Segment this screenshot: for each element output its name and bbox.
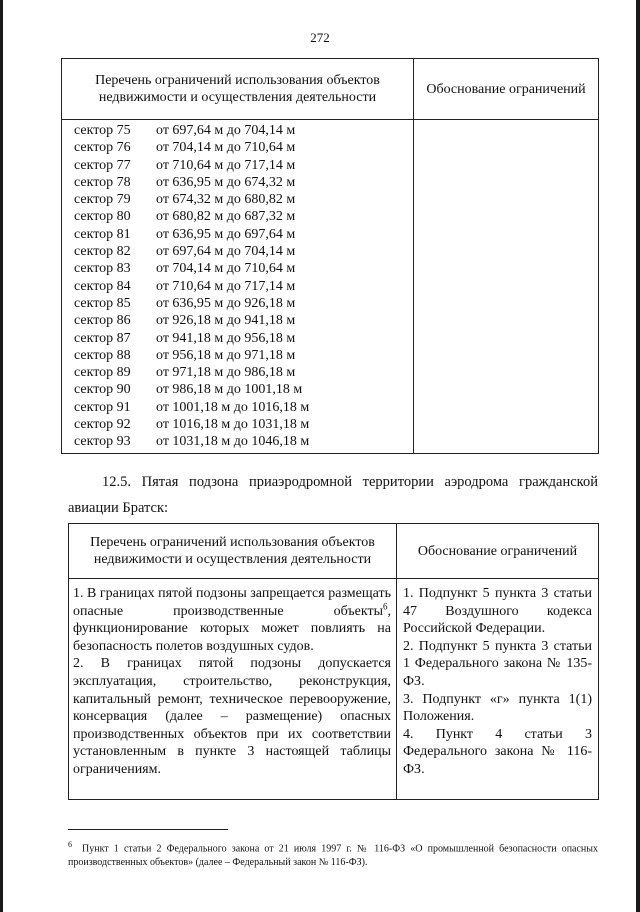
sector-name: сектор 78 [74, 174, 131, 190]
sector-name: сектор 77 [74, 157, 131, 173]
sector-range: от 986,18 м до 1001,18 м [156, 382, 303, 398]
sector-name: сектор 75 [74, 123, 131, 138]
sector-range: от 1016,18 м до 1031,18 м [156, 417, 310, 433]
table-row [74, 157, 413, 174]
footnote-text: Пункт 1 статьи 2 Федерального закона от 21 июля 1997 г. № 116-ФЗ «О промышленной безопасности опасных производственных объектов» (далее – Федеральный закон № 116-ФЗ). [68, 843, 598, 869]
sector-name: сектор 76 [74, 140, 131, 156]
table-header-row [62, 59, 599, 120]
sector-name: сектор 87 [74, 330, 131, 346]
section-heading-line1: 12.5. Пятая подзона приаэродромной территории аэродрома гражданской [102, 474, 598, 490]
sector-range: от 636,95 м до 697,64 м [156, 226, 296, 242]
table-row [74, 243, 413, 260]
sector-name: сектор 91 [74, 399, 131, 415]
table-row [74, 364, 413, 381]
sector-name: сектор 89 [74, 365, 131, 381]
footnote-marker: 6 [68, 840, 72, 849]
sector-name: сектор 92 [74, 417, 131, 433]
justification-item-4: 4. Пункт 4 статьи 3 Федерального закона № 116-ФЗ. [403, 726, 592, 777]
sector-name: сектор 80 [74, 209, 131, 225]
sector-name: сектор 81 [74, 226, 131, 242]
table-header-restrictions: Перечень ограничений использования объектов недвижимости и осуществления деятельности [69, 524, 397, 579]
sector-range: от 674,32 м до 680,82 м [156, 192, 296, 208]
scan-edge-right [636, 0, 640, 912]
sector-range: от 941,18 м до 956,18 м [156, 330, 296, 346]
table-row [74, 260, 413, 277]
justification-item-3: 3. Подпункт «г» пункта 1(1) Положения. [403, 691, 592, 725]
justification-item-2: 2. Подпункт 5 пункта 3 статьи 1 Федерального закона № 135-ФЗ. [403, 638, 592, 689]
table-row [74, 226, 413, 243]
section-heading-line2: авиации Братск: [68, 500, 169, 516]
footnote [68, 838, 598, 870]
sector-range: от 710,64 м до 717,14 м [156, 157, 296, 173]
sector-range: от 956,18 м до 971,18 м [156, 347, 296, 363]
restriction-item-2: 2. В границах пятой подзоны допускается эксплуатация, строительство, реконструкция, капитальный ремонт, техническое перевооружение, консервация (далее – размещение) опасных производственных объектов при их соответствии установленным в пункте 3 настоящей таблицы ограничениям. [73, 656, 391, 777]
sector-range: от 1031,18 м до 1046,18 м [156, 434, 310, 450]
table-row [74, 208, 413, 225]
sector-name: сектор 93 [74, 434, 131, 450]
justification-cell-empty [414, 120, 599, 454]
table-header-row [69, 524, 599, 579]
table-header-justification: Обоснование ограничений [414, 59, 599, 120]
sector-name: сектор 84 [74, 278, 131, 294]
justification-item-1: 1. Подпункт 5 пункта 3 статьи 47 Воздушного кодекса Российской Федерации. [403, 586, 592, 637]
table-row [74, 399, 413, 416]
table-row [74, 295, 413, 312]
table-row [69, 579, 599, 800]
sector-range: от 636,95 м до 674,32 м [156, 174, 296, 190]
table-row [74, 191, 413, 208]
sector-range: от 971,18 м до 986,18 м [156, 365, 296, 381]
table-row [74, 416, 413, 433]
footnote-divider [68, 829, 228, 830]
table-header-justification: Обоснование ограничений [397, 524, 599, 579]
footnote-ref[interactable]: 6 [383, 600, 388, 611]
sector-name: сектор 88 [74, 347, 131, 363]
table-row [74, 433, 413, 450]
sector-range: от 926,18 м до 941,18 м [156, 313, 296, 329]
restrictions-cell [69, 579, 397, 800]
sector-list [62, 120, 414, 454]
table-row [74, 139, 413, 156]
sector-range: от 710,64 м до 717,14 м [156, 278, 296, 294]
table-row [74, 347, 413, 364]
table-row [62, 120, 599, 454]
justification-cell [397, 579, 599, 800]
table-header-restrictions: Перечень ограничений использования объектов недвижимости и осуществления деятельности [62, 59, 414, 120]
sector-name: сектор 90 [74, 382, 131, 398]
table-row [74, 312, 413, 329]
table-row [74, 278, 413, 295]
sector-name: сектор 83 [74, 261, 131, 277]
restrictions-table-continued [61, 58, 599, 454]
sector-range: от 697,64 м до 704,14 м [156, 244, 296, 260]
sector-name: сектор 79 [74, 192, 131, 208]
sector-range: от 704,14 м до 710,64 м [156, 140, 296, 156]
scan-edge-left [0, 0, 3, 912]
table-row [74, 174, 413, 191]
table-row [74, 122, 413, 139]
sector-name: сектор 86 [74, 313, 131, 329]
sector-range: от 680,82 м до 687,32 м [156, 209, 296, 225]
sector-range: от 697,64 м до 704,14 м [156, 123, 296, 138]
table-row [74, 381, 413, 398]
sector-name: сектор 82 [74, 244, 131, 260]
table-row [74, 330, 413, 347]
sector-range: от 704,14 м до 710,64 м [156, 261, 296, 277]
page-number: 272 [310, 30, 330, 45]
sector-range: от 1001,18 м до 1016,18 м [156, 399, 310, 415]
restriction-item-1: 1. В границах пятой подзоны запрещается размещать опасные производственные объекты$^6$, функционирование которых может повлиять на безопасность полетов воздушных судов. [73, 586, 391, 654]
sector-name: сектор 85 [74, 295, 131, 311]
fifth-subzone-table [68, 523, 599, 800]
sector-range: от 636,95 м до 926,18 м [156, 295, 296, 311]
